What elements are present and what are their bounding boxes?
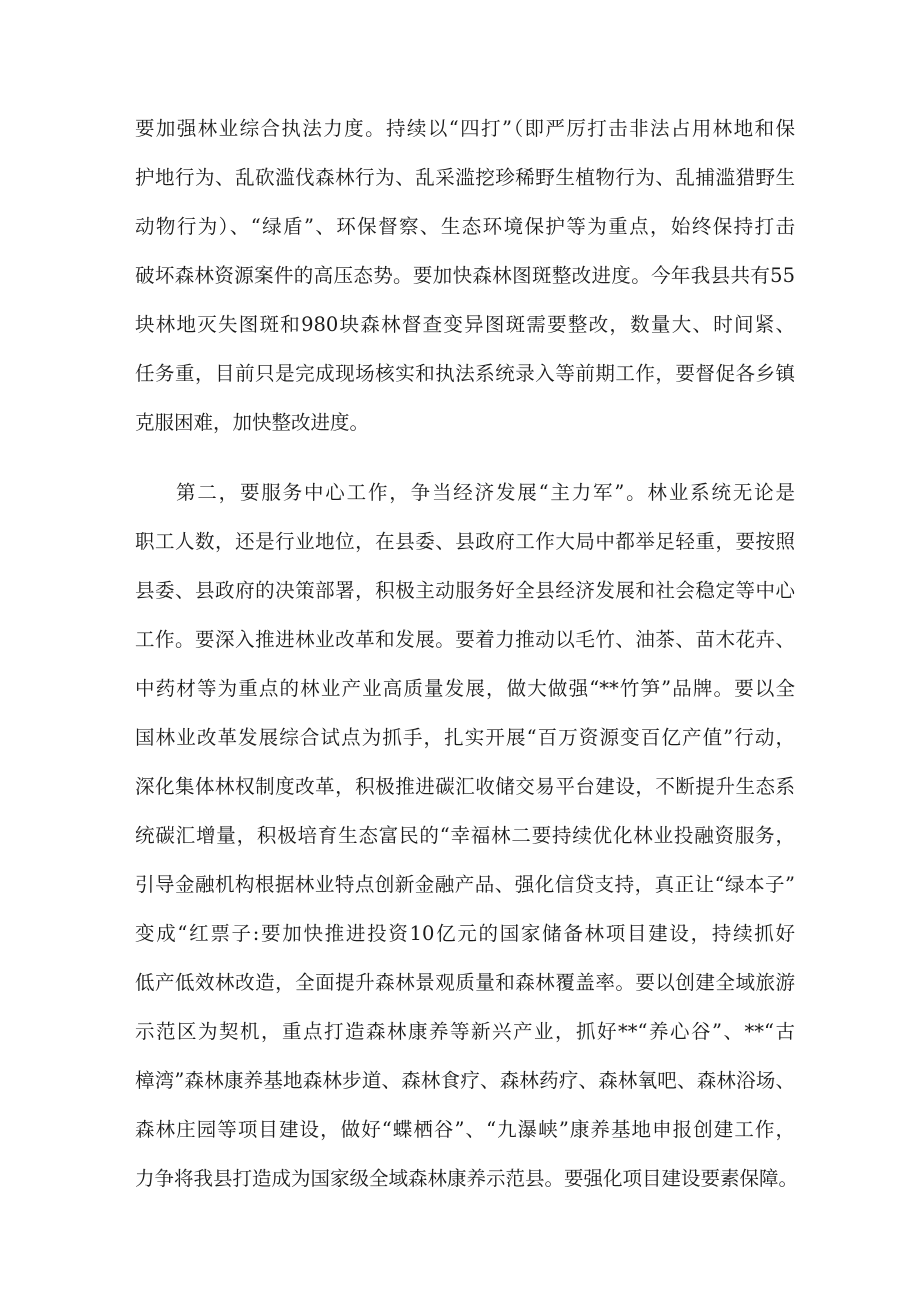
paragraph-1-line-4: 破坏森林资源案件的高压态势。要加快森林图斑整改进度。今年我县共有55 <box>135 264 795 287</box>
paragraph-2-line-12: 示范区为契机，重点打造森林康养等新兴产业，抓好**“养心谷”、**“古 <box>135 1020 795 1043</box>
paragraph-2-line-3: 县委、县政府的决策部署，积极主动服务好全县经济发展和社会稳定等中心 <box>135 579 795 602</box>
paragraph-2-line-1: 第二，要服务中心工作，争当经济发展“主力军”。林业系统无论是 <box>176 481 795 504</box>
paragraph-2-line-13: 樟湾”森林康养基地森林步道、森林食疗、森林药疗、森林氧吧、森林浴场、 <box>135 1069 795 1092</box>
paragraph-1-line-5: 块林地灭失图斑和980块森林督查变异图斑需要整改，数量大、时间紧、 <box>135 313 795 336</box>
paragraph-2-line-14: 森林庄园等项目建设，做好“蝶栖谷”、“九瀑峡”康养基地申报创建工作， <box>135 1118 795 1141</box>
paragraph-2-line-4: 工作。要深入推进林业改革和发展。要着力推动以毛竹、油茶、苗木花卉、 <box>135 628 795 651</box>
paragraph-1-line-6: 任务重，目前只是完成现场核实和执法系统录入等前期工作，要督促各乡镇 <box>135 362 795 385</box>
paragraph-2-line-15: 力争将我县打造成为国家级全域森林康养示范县。要强化项目建设要素保障。 <box>135 1167 799 1190</box>
paragraph-2-line-10: 变成“红票子:要加快推进投资10亿元的国家储备林项目建设，持续抓好 <box>135 922 795 945</box>
paragraph-2-line-2: 职工人数，还是行业地位，在县委、县政府工作大局中都举足轻重，要按照 <box>135 530 795 553</box>
paragraph-2-line-6: 国林业改革发展综合试点为抓手，扎实开展“百万资源变百亿产值”行动， <box>135 726 795 749</box>
paragraph-1-line-7: 克服困难，加快整改进度。 <box>135 411 370 434</box>
paragraph-2-line-7: 深化集体林权制度改革，积极推进碳汇收储交易平台建设，不断提升生态系 <box>135 775 795 798</box>
paragraph-2-line-5: 中药材等为重点的林业产业高质量发展，做大做强“**竹笋”品牌。要以全 <box>135 677 795 700</box>
paragraph-1-line-3: 动物行为）、“绿盾”、环保督察、生态环境保护等为重点，始终保持打击 <box>135 215 795 238</box>
paragraph-2-line-8: 统碳汇增量，积极培育生态富民的“幸福林二要持续优化林业投融资服务， <box>135 824 795 847</box>
paragraph-1-line-2: 护地行为、乱砍滥伐森林行为、乱采滥挖珍稀野生植物行为、乱捕滥猎野生 <box>135 166 795 189</box>
paragraph-1-line-1: 要加强林业综合执法力度。持续以“四打”（即严厉打击非法占用林地和保 <box>135 117 795 140</box>
paragraph-2-line-11: 低产低效林改造，全面提升森林景观质量和森林覆盖率。要以创建全域旅游 <box>135 971 795 994</box>
paragraph-2-line-9: 引导金融机构根据林业特点创新金融产品、强化信贷支持，真正让“绿本子” <box>135 873 795 896</box>
